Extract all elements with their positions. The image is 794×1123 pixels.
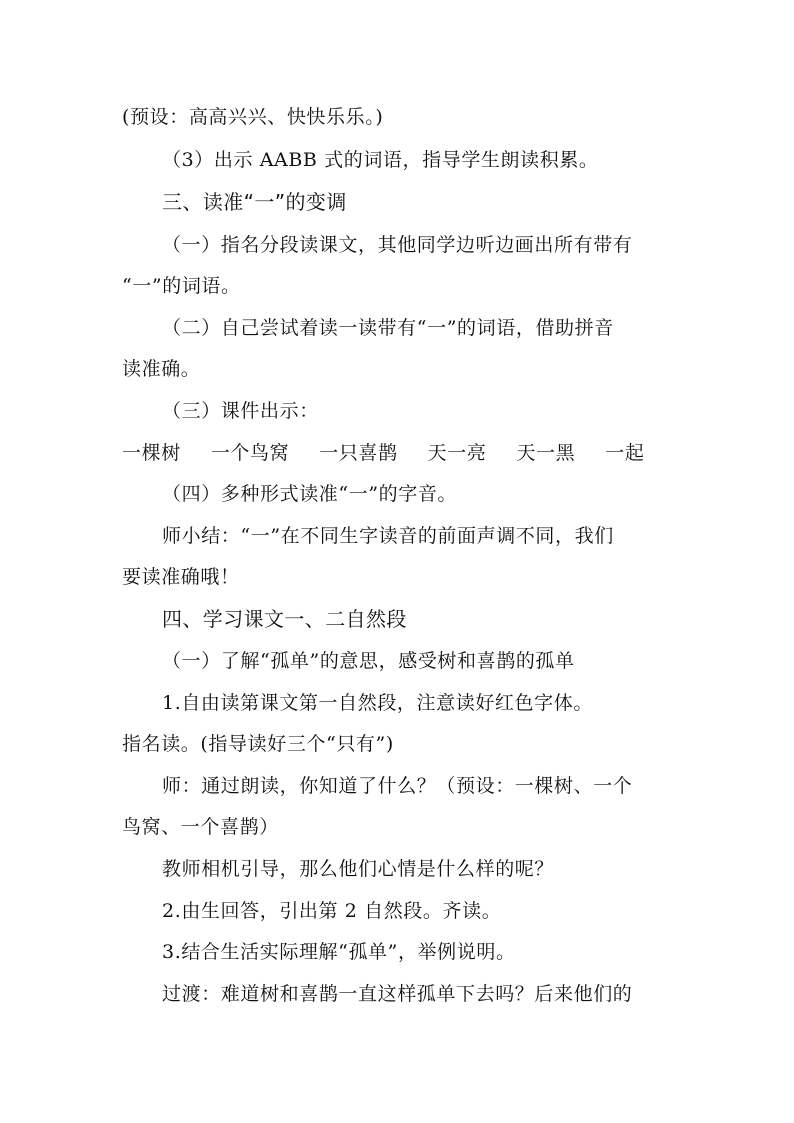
paragraph-line: 过渡：难道树和喜鹊一直这样孤单下去吗？后来他们的 — [162, 983, 633, 1005]
paragraph-line: 师：通过朗读，你知道了什么？（预设：一棵树、一个 — [162, 775, 633, 797]
paragraph-line: 2.由生回答，引出第 2 自然段。齐读。 — [162, 900, 502, 922]
paragraph-line: （三）课件出示： — [162, 400, 319, 422]
word-list — [122, 440, 682, 466]
word-item: 一只喜鹊 — [319, 442, 398, 464]
paragraph-line: 指名读。(指导读好三个“只有”) — [122, 733, 394, 755]
word-item: 一棵树 — [122, 442, 181, 464]
preset-answer-line: (预设：高高兴兴、快快乐乐。) — [122, 106, 384, 128]
word-item: 天一亮 — [427, 442, 487, 464]
paragraph-line: 读准确。 — [122, 358, 201, 380]
paragraph-line: （二）自己尝试着读一读带有“一”的词语，借助拼音 — [162, 317, 614, 339]
section-heading-3: 三、读准“一”的变调 — [162, 190, 347, 214]
paragraph-line: 鸟窝、一个喜鹊） — [122, 816, 279, 838]
word-item: 天一黑 — [516, 442, 576, 464]
paragraph-line: “一”的词语。 — [122, 275, 241, 297]
paragraph-line: （四）多种形式读准“一”的字音。 — [162, 483, 458, 505]
section-heading-4: 四、学习课文一、二自然段 — [162, 607, 407, 631]
paragraph-line: 要读准确哦！ — [122, 566, 240, 588]
word-item: 一个鸟窝 — [210, 442, 290, 464]
instruction-line: （3）出示 AABB 式的词语，指导学生朗读积累。 — [162, 149, 599, 171]
paragraph-line: 师小结：“一”在不同生字读音的前面声调不同，我们 — [162, 525, 614, 547]
paragraph-line: 1.自由读第课文第一自然段，注意读好红色字体。 — [162, 692, 593, 714]
paragraph-line: （一）了解“孤单”的意思，感受树和喜鹊的孤单 — [162, 650, 575, 672]
paragraph-line: 3.结合生活实际理解“孤单”，举例说明。 — [162, 941, 516, 963]
word-item: 一起 — [605, 442, 645, 464]
paragraph-line: 教师相机引导，那么他们心情是什么样的呢？ — [162, 858, 555, 880]
paragraph-line: （一）指名分段读课文，其他同学边听边画出所有带有 — [162, 234, 633, 256]
